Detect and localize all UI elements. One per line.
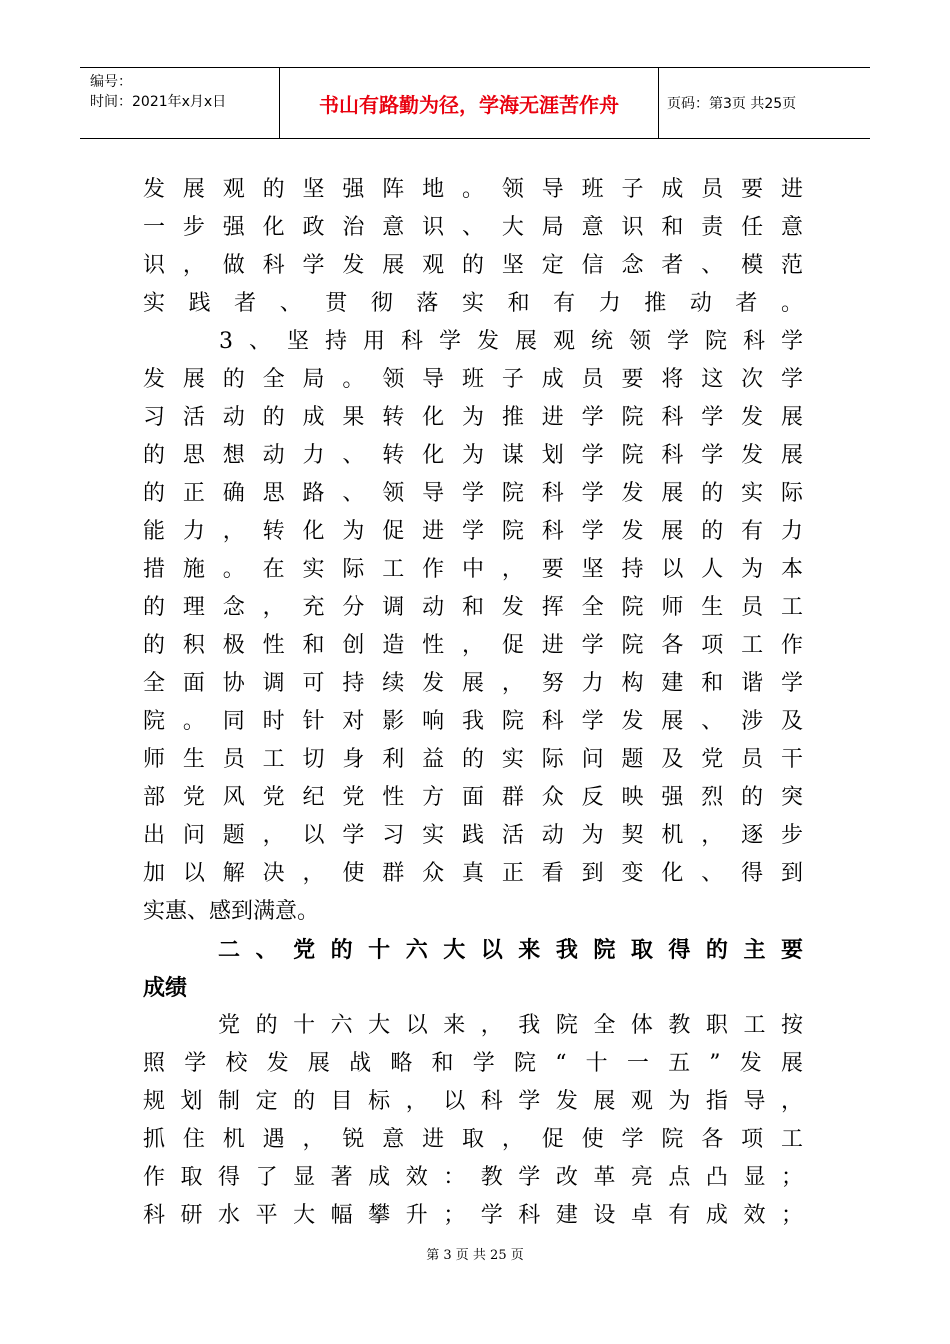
body-line: 照学校发展战略和学院“十一五”发展 [143, 1051, 803, 1076]
header-motto: 书山有路勤为径，学海无涯苦作舟 [280, 68, 659, 138]
body-line: 部党风党纪党性方面群众反映强烈的突 [143, 785, 803, 810]
body-line: 党的十六大以来，我院全体教职工按 [143, 1013, 803, 1038]
body-line: 发展的全局。领导班子成员要将这次学 [143, 367, 803, 392]
body-line: 习活动的成果转化为推进学院科学发展 [143, 405, 803, 430]
body-line: 的思想动力、转化为谋划学院科学发展 [143, 443, 803, 468]
body-line: 的理念，充分调动和发挥全院师生员工 [143, 595, 803, 620]
header-page-number: 页码：第3页 共25页 [667, 96, 797, 112]
document-number-label: 编号： [90, 74, 132, 90]
body-line: 实践者、贯彻落实和有力推动者。 [143, 291, 803, 316]
body-line: 师生员工切身利益的实际问题及党员干 [143, 747, 803, 772]
body-line: 能力，转化为促进学院科学发展的有力 [143, 519, 803, 544]
body-line: 全面协调可持续发展，努力构建和谐学 [143, 671, 803, 696]
body-line: 的正确思路、领导学院科学发展的实际 [143, 481, 803, 506]
body-line: 一步强化政治意识、大局意识和责任意 [143, 215, 803, 240]
body-line: 加以解决，使群众真正看到变化、得到 [143, 861, 803, 886]
body-line: 抓住机遇，锐意进取，促使学院各项工 [143, 1127, 803, 1152]
page-header [80, 67, 870, 139]
body-line: 识，做科学发展观的坚定信念者、模范 [143, 253, 803, 278]
body-line: 措施。在实际工作中，要坚持以人为本 [143, 557, 803, 582]
body-line: 作取得了显著成效：教学改革亮点凸显； [143, 1165, 803, 1190]
header-info-cell [80, 68, 280, 138]
body-line: 出问题，以学习实践活动为契机，逐步 [143, 823, 803, 848]
section-heading: 成绩 [143, 975, 188, 1001]
body-line: 的积极性和创造性，促进学院各项工作 [143, 633, 803, 658]
document-body [143, 171, 803, 1235]
body-line: 院。同时针对影响我院科学发展、涉及 [143, 709, 803, 734]
section-heading: 二、党的十六大以来我院取得的主要 [143, 937, 803, 963]
body-line: 实惠、感到满意。 [143, 899, 320, 924]
body-line: 科研水平大幅攀升；学科建设卓有成效； [143, 1203, 803, 1228]
body-line: 规划制定的目标，以科学发展观为指导， [143, 1089, 803, 1114]
document-date-label: 时间：2021年x月x日 [90, 94, 227, 110]
body-line: 3、坚持用科学发展观统领学院科学 [143, 329, 803, 354]
body-line: 发展观的坚强阵地。领导班子成员要进 [143, 177, 803, 202]
page-footer: 第 3 页 共 25 页 [426, 1248, 524, 1263]
